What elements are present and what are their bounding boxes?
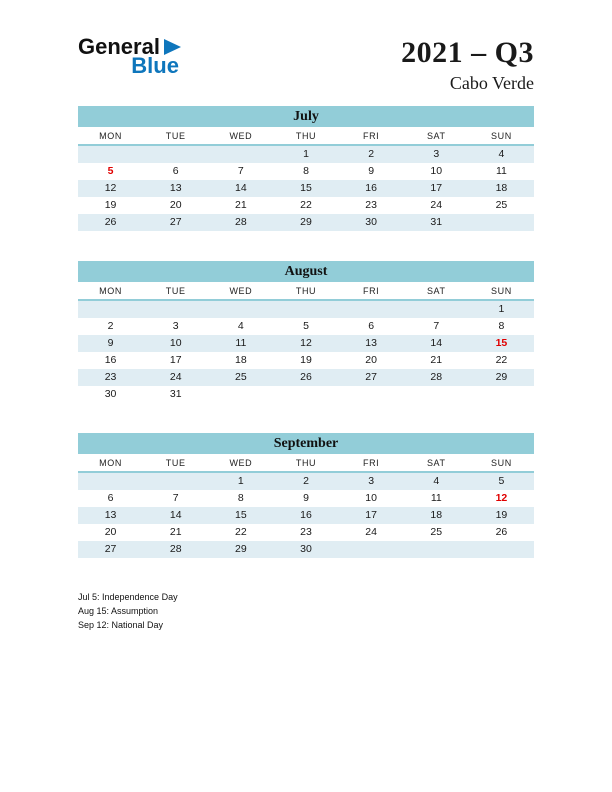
day-cell: 16 [365, 182, 377, 194]
day-cell: 11 [235, 337, 247, 349]
day-header-cell: SAT [426, 458, 446, 468]
day-cell: 23 [300, 526, 312, 538]
week-row [78, 352, 534, 369]
day-cell: 25 [430, 526, 443, 538]
day-header-cell: FRI [362, 286, 380, 296]
day-cell: 12 [104, 182, 117, 194]
day-cell: 2 [107, 320, 114, 332]
day-cell: 8 [498, 320, 505, 332]
day-cell [208, 146, 273, 163]
day-cell: 8 [237, 492, 244, 504]
day-cell [78, 473, 143, 490]
month-table-september [78, 433, 534, 558]
day-header-cell: FRI [362, 458, 380, 468]
day-cell: 24 [365, 526, 377, 538]
day-header-cell: THU [295, 286, 317, 296]
day-header-cell: SAT [426, 286, 446, 296]
month-title: September [78, 433, 534, 454]
week-row [78, 507, 534, 524]
day-cell [339, 301, 404, 318]
day-cell [404, 301, 469, 318]
day-cell [469, 386, 534, 403]
day-header-cell: MON [99, 286, 122, 296]
month-title: July [78, 106, 534, 127]
day-cell: 11 [430, 492, 442, 504]
day-header-cell: WED [229, 131, 253, 141]
week-row [78, 163, 534, 180]
day-cell: 13 [169, 182, 182, 194]
day-cell: 20 [169, 199, 182, 211]
day-cell: 28 [169, 543, 182, 555]
day-header-row [78, 282, 534, 301]
week-row [78, 318, 534, 335]
day-cell: 21 [169, 526, 182, 538]
week-row [78, 369, 534, 386]
day-cell [208, 386, 273, 403]
day-cell: 5 [498, 475, 505, 487]
day-cell: 20 [104, 526, 117, 538]
day-cell: 3 [433, 148, 440, 160]
day-header-cell: TUE [165, 458, 186, 468]
day-cell: 6 [368, 320, 375, 332]
day-header-row [78, 454, 534, 473]
day-header-cell: THU [295, 131, 317, 141]
week-row [78, 335, 534, 352]
day-cell: 15 [300, 182, 312, 194]
title-block [401, 36, 534, 94]
day-cell: 29 [235, 543, 247, 555]
day-cell: 8 [303, 165, 309, 177]
day-header-cell: MON [99, 131, 122, 141]
day-cell: 12 [300, 337, 312, 349]
week-row [78, 541, 534, 558]
day-cell: 18 [430, 509, 443, 521]
day-cell [143, 146, 208, 163]
week-row [78, 214, 534, 231]
day-cell: 18 [495, 182, 508, 194]
day-cell: 17 [365, 509, 377, 521]
week-row [78, 473, 534, 490]
day-cell: 4 [237, 320, 244, 332]
day-cell: 17 [169, 354, 182, 366]
day-cell [273, 301, 338, 318]
day-cell: 18 [235, 354, 247, 366]
week-row [78, 490, 534, 507]
week-row [78, 180, 534, 197]
day-cell: 13 [104, 509, 117, 521]
day-cell: 23 [365, 199, 377, 211]
day-cell: 23 [104, 371, 117, 383]
day-cell: 4 [498, 148, 505, 160]
month-table-july [78, 106, 534, 231]
general-blue-logo [78, 36, 181, 77]
day-cell: 19 [104, 199, 117, 211]
day-cell: 27 [169, 216, 182, 228]
day-cell: 21 [430, 354, 443, 366]
month-table-august [78, 261, 534, 403]
day-cell: 6 [107, 492, 114, 504]
day-cell: 27 [104, 543, 117, 555]
holiday-day-cell: 12 [495, 492, 508, 504]
day-cell: 14 [235, 182, 247, 194]
day-cell [339, 386, 404, 403]
day-cell: 22 [300, 199, 312, 211]
logo-text-general: General [78, 34, 160, 59]
day-cell: 28 [235, 216, 247, 228]
day-cell [339, 541, 404, 558]
day-cell: 31 [430, 216, 443, 228]
week-row [78, 386, 534, 403]
day-cell: 26 [300, 371, 312, 383]
day-cell: 19 [300, 354, 312, 366]
page-header [78, 36, 534, 94]
day-cell: 31 [169, 388, 182, 400]
day-cell [273, 386, 338, 403]
region-title: Cabo Verde [449, 73, 534, 93]
holiday-day-cell: 15 [495, 337, 508, 349]
day-cell: 22 [235, 526, 247, 538]
legend-item: Jul 5: Independence Day [78, 592, 178, 602]
legend-item: Aug 15: Assumption [78, 606, 159, 616]
day-cell: 22 [495, 354, 508, 366]
day-cell: 25 [235, 371, 247, 383]
day-cell: 13 [365, 337, 377, 349]
day-cell: 14 [430, 337, 443, 349]
months-container [78, 106, 534, 558]
day-cell: 1 [237, 475, 244, 487]
day-header-cell: MON [99, 458, 122, 468]
day-cell: 30 [300, 543, 312, 555]
day-cell: 10 [365, 492, 377, 504]
day-cell: 11 [495, 165, 507, 177]
day-header-cell: SAT [426, 131, 446, 141]
day-cell: 9 [303, 492, 309, 504]
day-cell: 7 [237, 165, 244, 177]
day-cell: 2 [368, 148, 375, 160]
day-cell: 24 [169, 371, 182, 383]
day-cell [208, 301, 273, 318]
logo-text-blue: Blue [131, 53, 179, 78]
day-cell [469, 214, 534, 231]
day-cell: 29 [300, 216, 312, 228]
day-cell: 7 [433, 320, 440, 332]
legend-item: Sep 12: National Day [78, 620, 164, 630]
day-cell [143, 473, 208, 490]
day-cell: 30 [104, 388, 117, 400]
day-header-cell: THU [295, 458, 317, 468]
day-cell: 10 [169, 337, 182, 349]
day-cell: 25 [495, 199, 508, 211]
day-cell [404, 386, 469, 403]
week-row [78, 301, 534, 318]
day-cell: 28 [430, 371, 443, 383]
day-cell: 26 [104, 216, 117, 228]
week-row [78, 146, 534, 163]
holiday-day-cell: 5 [107, 165, 114, 177]
day-header-cell: SUN [491, 286, 512, 296]
day-cell: 3 [368, 475, 375, 487]
holiday-legend [78, 590, 534, 632]
day-cell: 29 [495, 371, 508, 383]
day-cell: 4 [433, 475, 440, 487]
day-cell: 19 [495, 509, 508, 521]
day-cell: 7 [172, 492, 179, 504]
quarter-title: 2021 – Q3 [401, 36, 534, 69]
day-cell: 6 [172, 165, 179, 177]
day-cell: 27 [365, 371, 377, 383]
day-header-cell: TUE [165, 286, 186, 296]
week-row [78, 197, 534, 214]
day-cell: 1 [498, 303, 505, 315]
day-cell: 15 [235, 509, 247, 521]
day-cell: 16 [300, 509, 312, 521]
day-header-cell: FRI [362, 131, 380, 141]
day-header-row [78, 127, 534, 146]
day-cell [469, 541, 534, 558]
day-cell: 10 [430, 165, 443, 177]
day-header-cell: SUN [491, 458, 512, 468]
day-cell: 21 [235, 199, 247, 211]
day-header-cell: WED [229, 286, 253, 296]
day-cell: 9 [107, 337, 114, 349]
day-header-cell: SUN [491, 131, 512, 141]
day-cell: 17 [430, 182, 443, 194]
day-cell: 20 [365, 354, 377, 366]
day-cell: 5 [303, 320, 309, 332]
day-cell: 16 [104, 354, 117, 366]
day-cell: 24 [430, 199, 443, 211]
day-cell: 30 [365, 216, 377, 228]
day-cell [404, 541, 469, 558]
day-header-cell: WED [229, 458, 253, 468]
day-cell: 14 [169, 509, 182, 521]
day-header-cell: TUE [165, 131, 186, 141]
day-cell: 1 [303, 148, 309, 160]
day-cell [143, 301, 208, 318]
day-cell: 26 [495, 526, 508, 538]
day-cell: 2 [303, 475, 309, 487]
day-cell [78, 146, 143, 163]
day-cell: 9 [368, 165, 375, 177]
day-cell [78, 301, 143, 318]
month-title: August [78, 261, 534, 282]
day-cell: 3 [172, 320, 179, 332]
week-row [78, 524, 534, 541]
